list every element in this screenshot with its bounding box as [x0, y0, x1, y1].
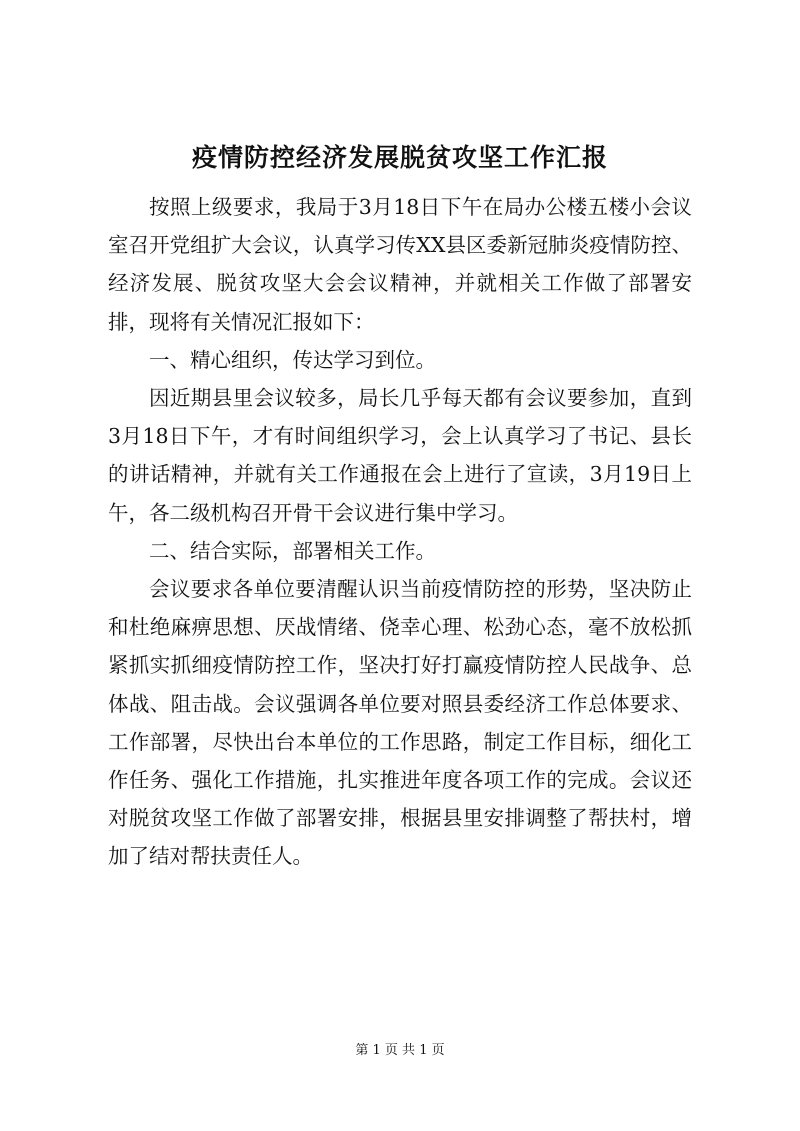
document-title: 疫情防控经济发展脱贫攻坚工作汇报 — [191, 143, 608, 172]
section-heading-2: 二、结合实际，部署相关工作。 — [149, 538, 436, 563]
paragraph-section-1: 因近期县里会议较多，局长几乎每天都有会议要参加，直到3月18日下午，才有时间组织学习，会上认真学习了书记、县长的讲话精神，并就有关工作通报在会上进行了宣读，3月19日上午，各二级机构召开骨干会议进行集中学习。 — [108, 386, 692, 525]
paragraph-section-2: 会议要求各单位要清醒认识当前疫情防控的形势，坚决防止和杜绝麻痹思想、厌战情绪、侥幸心理、松劲心态，毫不放松抓紧抓实抓细疫情防控工作，坚决打好打赢疫情防控人民战争、总体战、阻击战。会议强调各单位要对照县委经济工作总体要求、工作部署，尽快出台本单位的工作思路，制定工作目标，细化工作任务、强化工作措施，扎实推进年度各项工作的完成。会议还对脱贫攻坚工作做了部署安排，根据县里安排调整了帮扶村，增加了结对帮扶责任人。 — [108, 577, 692, 869]
page-footer: 第 1 页 共 1 页 — [355, 1043, 445, 1058]
section-heading-1: 一、精心组织，传达学习到位。 — [149, 347, 436, 372]
paragraph-intro: 按照上级要求，我局于3月18日下午在局办公楼五楼小会议室召开党组扩大会议，认真学习传XX县区委新冠肺炎疫情防控、经济发展、脱贫攻坚大会会议精神，并就相关工作做了部署安排，现将有关情况汇报如下： — [108, 195, 692, 334]
document-body — [108, 188, 692, 876]
